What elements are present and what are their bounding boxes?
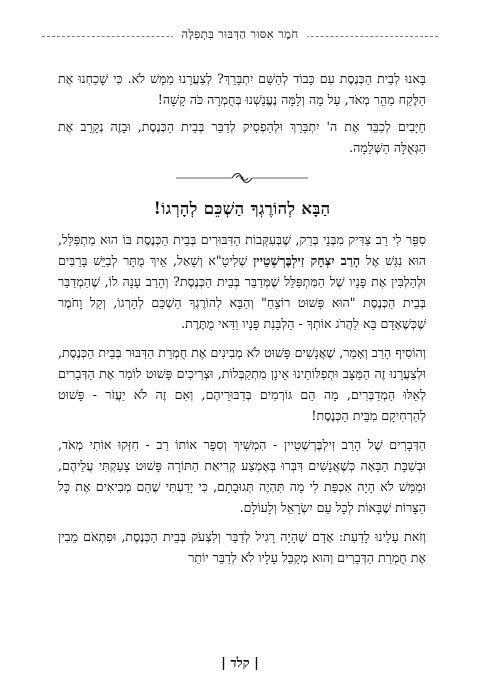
- section-heading: הַבָּא לְהוֹרֶגְךָ הַשְׁכֵּם לְהָרְגוֹ!: [153, 199, 331, 218]
- paragraph-5: הַדְּבָרִים שֶׁל הָרַב זִילְבֶּרְשְׁטֵיין - הִמְשִׁיךְ וְסִפֵּר אוֹתוֹ רַב - חִזְּקוּ אוֹתִי מְאֹד, וּבְשַׁבָּת הַבָּאָה כְּשֶׁאֲנָשִׁים דִּבְּרוּ בְּאֶמְצַע קְרִיאַת הַתּוֹרָה פָּשׁוּט צָעַקְתִּי עֲלֵיהֶם, וּמַמָּשׁ לֹא הָיָה אִכְפַּת לִי מָה תִּהְיֶה תְּגוּבָתָם, כִּי יָדַעְתִּי שֶׁהֵם מְבִיאִים אֶת כָּל הַצָּרוֹת שֶׁבָּאוֹת לְכָל עַם יִשְׂרָאֵל וְלָעוֹלָם.: [58, 437, 426, 515]
- paragraph-3-end: שְׁלִיטָ"א וְשָׁאַל, אֵיךְ מֻתָּר לְבַיֵּשׁ בָּרַבִּים וּלְהַלְבִּין אֶת פָּנָיו שֶׁל הַמִּתְפַּלֵּל שֶׁמְּדַבֵּר בְּבֵית הַכְּנֶסֶת? וְהָרַב עָנָה לוֹ, שֶׁהַמְדַבֵּר בְּבֵית הַכְּנֶסֶת "הוּא פָּשׁוּט רוֹצֵחַ" וְהַבָּא לְהוֹרֶגְךָ הַשְׁכֵּם לְהָרְגוֹ, וְקַל וָחֹמֶר שֶׁכְּשֶׁאָדָם בָּא לַהֲרֹג אוֹתְךָ - הַלְבָּנַת פָּנָיו וַדַּאי מֻתֶּרֶת.: [58, 253, 426, 331]
- paragraph-3-start: סִפֵּר לִי רַב צַדִּיק מִבְּנֵי בְּרַק, שֶׁבְּעִקְּבוֹת הַדִּבּוּרִים בְּבֵית הַכְּנֶסֶת בּוֹ הוּא מִתְפַּלֵּל, הוּא נִגַּשׁ אֶל: [58, 232, 426, 268]
- paragraph-2: חַיָּבִים לְכַבֵּד אֶת ה' יִתְבָּרֵךְ וּלְהַפְסִיק לְדַבֵּר בְּבֵית הַכְּנֶסֶת, וּבָזֶה נְקָרֵב אֶת הַגְּאֻלָּה הַשְּׁלֵמָה.: [58, 119, 426, 155]
- paragraph-3: [58, 229, 426, 334]
- paragraph-1: בָּאנוּ לְבֵית הַכְּנֶסֶת עִם כָּבוֹד לְהַשֵּׁם יִתְבָּרֵךְ? לְצַעֲרֵנוּ מַמָּשׁ לֹא. כִּי שָׁכַחְנוּ אֶת הַלֶּקַח מַהֵר מְאֹד, עַל מָה וְלָמָּה נֶעֱנַשְׁנוּ בְּחֻמְרָה כֹּה קָשָׁה!: [58, 71, 426, 107]
- running-header: [42, 14, 438, 54]
- page-number: | קלד |: [221, 656, 259, 671]
- section-divider-ornament: [58, 170, 426, 186]
- running-header-title: חֹמֶר אִסּוּר הַדִּבּוּר בִּתְפִלָּה: [173, 27, 306, 41]
- page-body: [58, 68, 426, 576]
- paragraph-6: וְזֹאת עָלֵינוּ לָדַעַת: אָדָם שֶׁהָיָה רָגִיל לְדַבֵּר וְלִצְעֹק בְּבֵית הַכְּנֶסֶת, וּפִתְאֹם מֵבִין אֶת חֻמְרַת הַדְּבָרִים וְהוּא מְקַבֵּל עָלָיו לֹא לְדַבֵּר יוֹתֵר: [58, 529, 426, 565]
- paragraph-4: וְהוֹסִיף הָרַב וְאָמַר, שֶׁאֲנָשִׁים פָּשׁוּט לֹא מְבִינִים אֶת חֻמְרַת הַדִּבּוּר בְּבֵית הַכְּנֶסֶת, וּלְצַעֲרֵנוּ זֶה הַמַּצָּב וּתְפִלּוֹתֵינוּ אֵינָן מִתְקַבְּלוֹת, וּצְרִיכִים פָּשׁוּט לוֹמַר אֶת הַדְּבָרִים לְאֵלּוּ הַמְדַבְּרִים, מָה הֵם גּוֹרְמִים בְּדִבּוּרֵיהֶם, וְאִם זֶה לֹא יַעֲזֹר - פָּשׁוּט לְהַרְחִיקָם מִבֵּית הַכְּנֶסֶת!: [58, 345, 426, 423]
- flourish-icon: [176, 171, 308, 185]
- rabbi-name: הָרַב יִצְחָק זִילְבֶּרְשְׁטֵיין: [253, 253, 361, 268]
